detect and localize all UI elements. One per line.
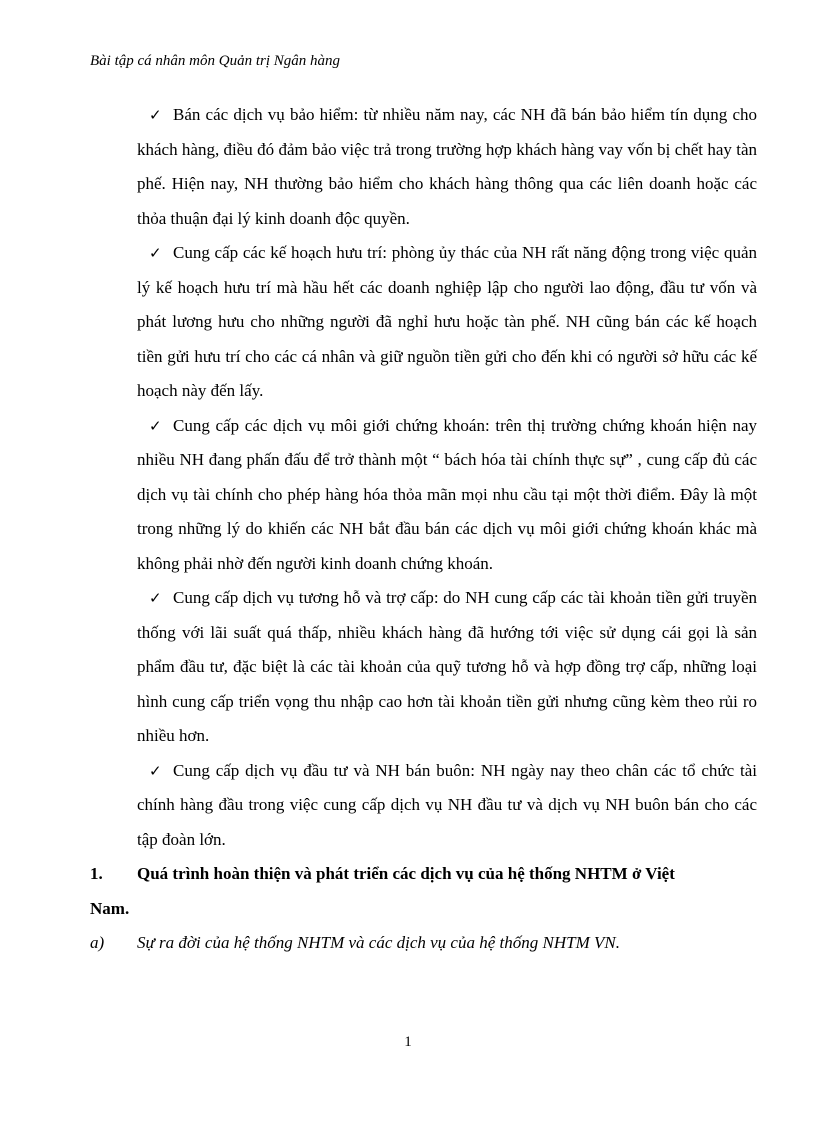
check-icon: ✓ [149, 106, 162, 124]
bullet-item-investment-banking [137, 754, 757, 858]
section-number: 1. [90, 864, 103, 883]
bullet-item-retirement-plans [137, 236, 757, 409]
bullet-text: Cung cấp dịch vụ đầu tư và NH bán buôn: NH ngày nay theo chân các tổ chức tài chính hàng đầu trong việc cung cấp dịch vụ NH đầu tư và dịch vụ NH buôn bán cho các tập đoàn lớn. [137, 760, 757, 849]
check-icon: ✓ [149, 244, 162, 262]
bullet-text: Cung cấp các kế hoạch hưu trí: phòng ủy thác của NH rất năng động trong việc quản lý kế hoạch hưu trí mà hầu hết các doanh nghiệp lập cho người lao động, đầu tư vốn và phát lương hưu cho những người đã nghỉ hưu hoặc tàn phế. NH cũng bán các kế hoạch tiền gửi hưu trí cho các cá nhân và giữ nguồn tiền gửi cho đến khi có người sở hữu các kế hoạch này đến lấy. [137, 243, 757, 400]
check-icon: ✓ [149, 589, 162, 607]
document-body [90, 98, 757, 961]
section-title: Quá trình hoàn thiện và phát triển các dịch vụ của hệ thống NHTM ở Việt [137, 864, 675, 883]
subsection-title: Sự ra đời của hệ thống NHTM và các dịch vụ của hệ thống NHTM VN. [137, 933, 620, 952]
subsection-number: a) [90, 933, 105, 952]
bullet-item-mutual-funds [137, 581, 757, 754]
section-title-continuation: Nam. [90, 898, 130, 918]
section-heading [90, 857, 757, 892]
page-number: 1 [404, 1034, 412, 1050]
bullet-text: Cung cấp dịch vụ tương hỗ và trợ cấp: do NH cung cấp các tài khoản tiền gửi truyền thống với lãi suất quá thấp, nhiều khách hàng đã hướng tới việc sử dụng cái gọi là sản phẩm đầu tư, đặc biệt là các tài khoản của quỹ tương hỗ và hợp đồng trợ cấp, những loại hình cung cấp triển vọng thu nhập cao hơn tài khoản tiền gửi nhưng cũng kèm theo rủi ro nhiều hơn. [137, 588, 757, 745]
bullet-item-insurance [137, 98, 757, 236]
check-icon: ✓ [149, 761, 162, 780]
subsection-heading [90, 926, 757, 961]
bullet-item-brokerage [137, 409, 757, 582]
page-header: Bài tập cá nhân môn Quản trị Ngân hàng [90, 53, 340, 69]
bullet-text: Cung cấp các dịch vụ môi giới chứng khoán: trên thị trường chứng khoán hiện nay nhiều NH đang phấn đấu để trở thành một “ bách hóa tài chính thực sự” , cung cấp đủ các dịch vụ tài chính cho phép hàng hóa thỏa mãn mọi nhu cầu tại một thời điểm. Đây là một trong những lý do khiến các NH bắt đầu bán các dịch vụ môi giới chứng khoán khác mà không phải nhờ đến người kinh doanh chứng khoán. [137, 415, 757, 573]
bullet-text: Bán các dịch vụ bảo hiểm: từ nhiều năm nay, các NH đã bán bảo hiểm tín dụng cho khách hàng, điều đó đảm bảo việc trả trong trường hợp khách hàng vay vốn bị chết hay tàn phế. Hiện nay, NH thường bảo hiểm cho khách hàng thông qua các liên doanh hoặc các thỏa thuận đại lý kinh doanh độc quyền. [137, 105, 757, 228]
check-icon: ✓ [149, 416, 162, 435]
